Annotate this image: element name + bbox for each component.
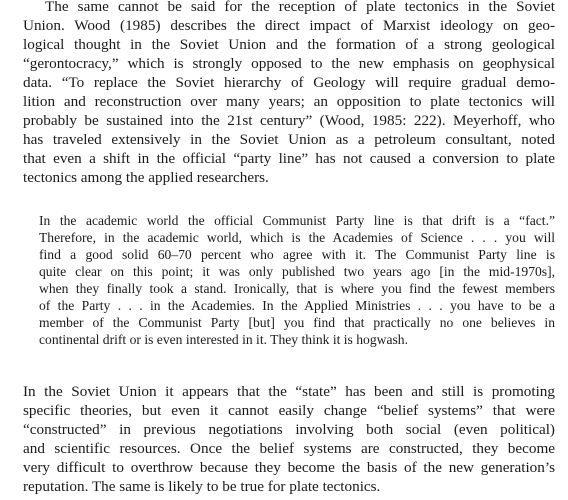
- quote-line: of the Party . . . in the Academies. In the Applied Ministries . . . you have to be a: [39, 298, 555, 313]
- text-line: data. “To replace the Soviet hierarchy of Geology will require gradual demo-: [23, 74, 555, 91]
- text-line: probably be sustained into the 21st century” (Wood, 1985: 222). Meyerhoff, who: [23, 112, 555, 129]
- text-line: very difficult to overthrow because they become the basis of the new generation’s: [23, 459, 555, 476]
- text-line: lition and reconstruction over many years; an opposition to plate tectonics will: [23, 93, 555, 110]
- quote-line: quite clear on this point; it was only published two years ago [in the mid-1970s],: [39, 264, 555, 279]
- text-line: “gerontocracy,” which is strongly opposed to the new emphasis on geophysical: [23, 55, 555, 72]
- quote-line: find a good solid 60–70 percent who agree with it. The Communist Party line is: [39, 247, 555, 262]
- text-line: reputation. The same is likely to be true for plate tectonics.: [23, 478, 381, 495]
- text-line: “constructed” in previous negotiations involving both social (even political): [23, 421, 555, 438]
- text-line: Union. Wood (1985) describes the direct impact of Marxist ideology on geo-: [23, 17, 555, 34]
- text-line: The same cannot be said for the reception of plate tectonics in the Soviet: [45, 0, 555, 15]
- quote-line: when they finally took a stand. Ironically, that is where you find the fewest members: [39, 281, 555, 296]
- text-line: specific theories, but even it cannot easily change “belief systems” that were: [23, 402, 555, 419]
- text-line: has traveled extensively in the Soviet Union as a petroleum consultant, noted: [23, 131, 555, 148]
- quote-line: continental drift or is even interested in it. They think it is hogwash.: [39, 332, 408, 347]
- text-line: logical thought in the Soviet Union and the formation of a strong geological: [23, 36, 555, 53]
- quote-line: member of the Communist Party [but] you find that practically no one believes in: [39, 315, 555, 330]
- quote-line: Therefore, in the academic world, which is the Academies of Science . . . you will: [39, 230, 555, 245]
- text-line: In the Soviet Union it appears that the “state” has been and still is promoting: [23, 383, 555, 400]
- text-line: that even a shift in the official “party line” has not caused a conversion to plate: [23, 150, 555, 167]
- text-line: and scientific resources. Once the belief systems are constructed, they become: [23, 440, 555, 457]
- text-line: tectonics among the applied researchers.: [23, 169, 269, 186]
- quote-line: In the academic world the official Communist Party line is that drift is a “fact.”: [39, 213, 555, 228]
